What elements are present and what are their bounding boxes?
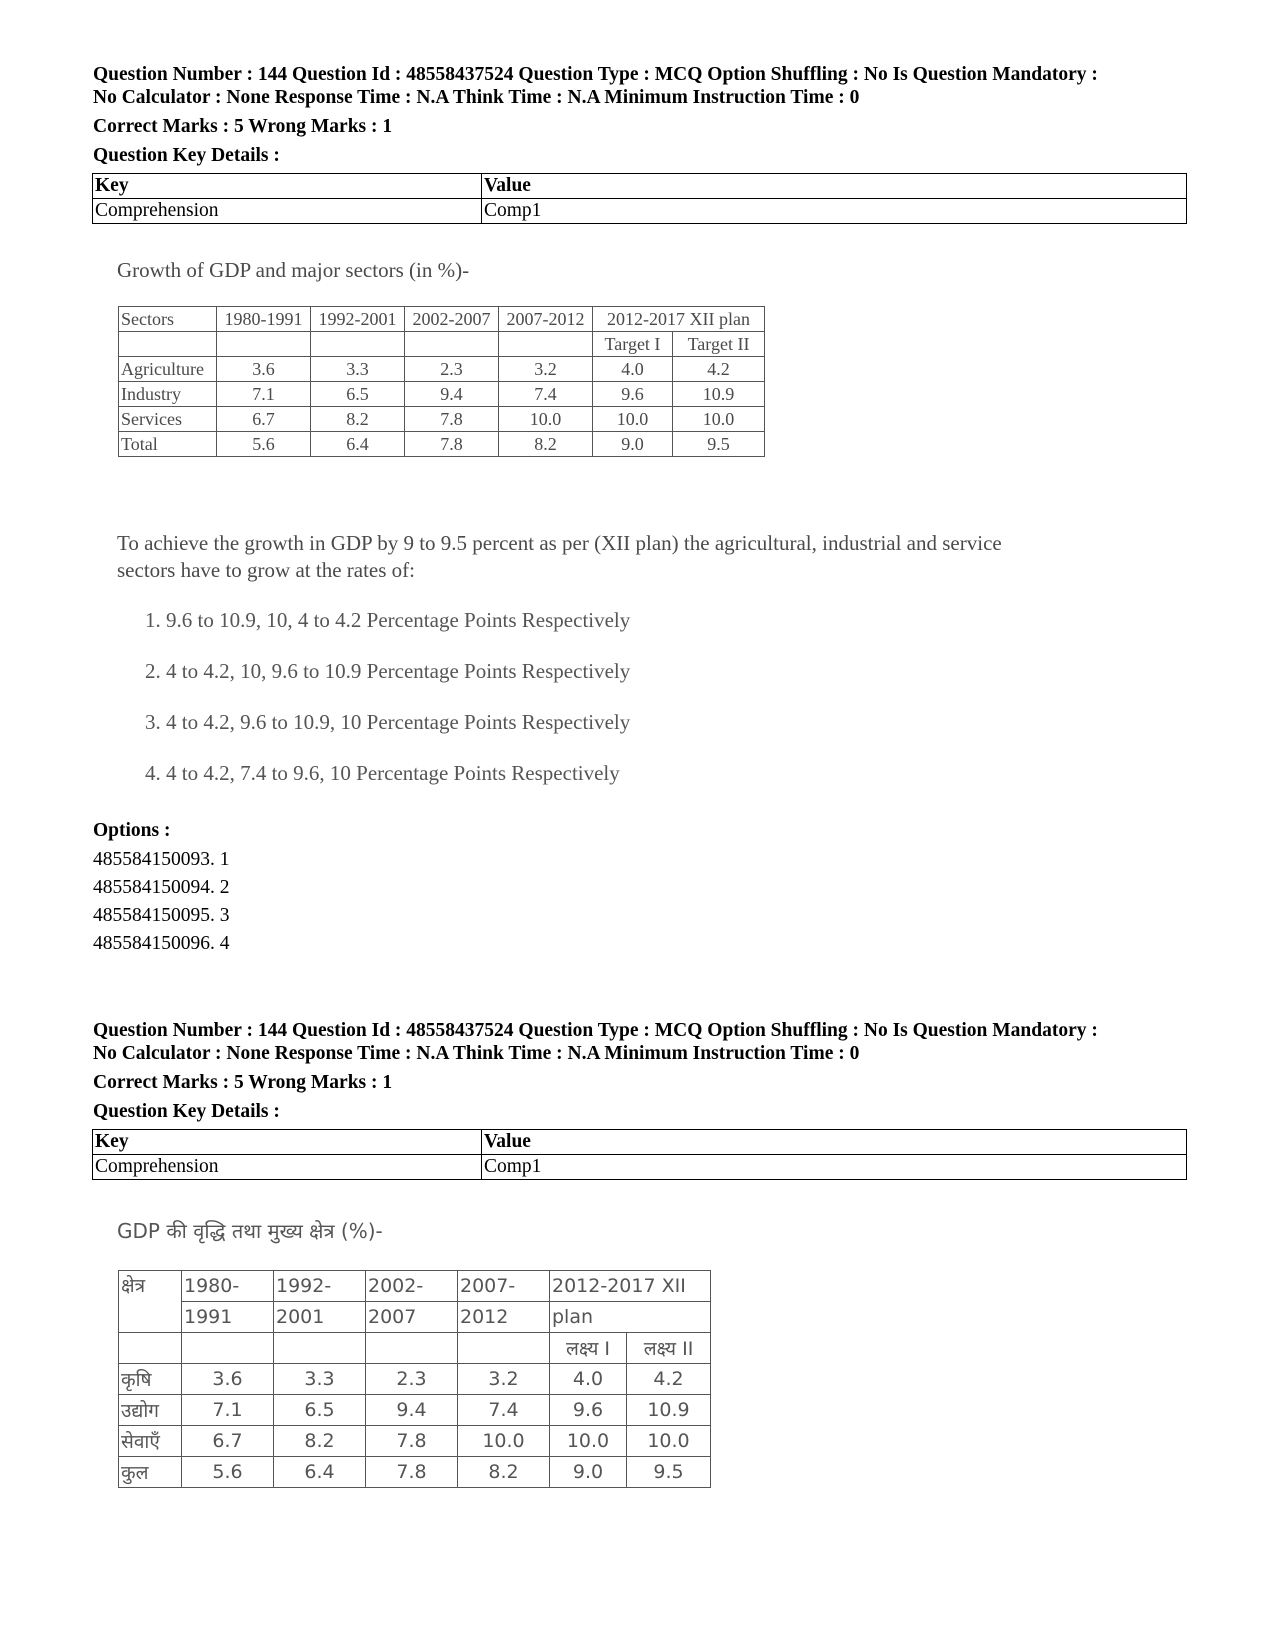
sectors-header: क्षेत्र	[119, 1271, 182, 1333]
gdp-growth-table	[118, 306, 765, 457]
growth-value-cell: 4.0	[550, 1364, 627, 1395]
growth-value-cell: 8.2	[499, 432, 593, 457]
growth-value-cell: 7.1	[217, 382, 311, 407]
answer-choice: 2. 4 to 4.2, 10, 9.6 to 10.9 Percentage Points Respectively	[145, 659, 631, 683]
period-header: 1992-	[274, 1271, 366, 1302]
sector-name-cell: कुल	[119, 1457, 182, 1488]
growth-value-cell: 9.0	[593, 432, 673, 457]
period-header: 1980-1991	[217, 307, 311, 332]
period-header: 2007-	[458, 1271, 550, 1302]
table-row	[119, 1395, 711, 1426]
target-header: Target I	[593, 332, 673, 357]
options-label: Options :	[93, 820, 171, 841]
target-header: लक्ष्य II	[627, 1333, 711, 1364]
growth-value-cell: 7.4	[458, 1395, 550, 1426]
image-heading: Growth of GDP and major sectors (in %)-	[117, 258, 470, 282]
period-header: 1980-	[182, 1271, 274, 1302]
growth-value-cell: 9.0	[550, 1457, 627, 1488]
growth-value-cell: 3.2	[458, 1364, 550, 1395]
value-cell: Comp1	[482, 1155, 1187, 1180]
key-cell: Comprehension	[93, 1155, 482, 1180]
plan-period-header: 2012-2017 XII plan	[593, 307, 765, 332]
growth-value-cell: 10.0	[499, 407, 593, 432]
growth-value-cell: 10.0	[627, 1426, 711, 1457]
growth-value-cell: 2.3	[366, 1364, 458, 1395]
growth-value-cell: 4.2	[627, 1364, 711, 1395]
table-row	[119, 1426, 711, 1457]
period-header: 2002-	[366, 1271, 458, 1302]
growth-value-cell: 7.8	[366, 1457, 458, 1488]
sector-name-cell: Services	[119, 407, 217, 432]
option-item: 485584150095. 3	[93, 905, 230, 926]
growth-value-cell: 8.2	[311, 407, 405, 432]
growth-value-cell: 4.2	[673, 357, 765, 382]
growth-value-cell: 3.6	[182, 1364, 274, 1395]
value-column-header: Value	[482, 174, 1187, 199]
growth-value-cell: 3.6	[217, 357, 311, 382]
growth-value-cell: 10.0	[593, 407, 673, 432]
sectors-header: Sectors	[119, 307, 217, 332]
growth-value-cell: 6.5	[274, 1395, 366, 1426]
growth-value-cell: 10.0	[550, 1426, 627, 1457]
key-column-header: Key	[93, 174, 482, 199]
value-cell: Comp1	[482, 199, 1187, 224]
growth-value-cell: 5.6	[217, 432, 311, 457]
sector-name-cell: सेवाएँ	[119, 1426, 182, 1457]
plan-period-header-line2: plan	[550, 1302, 711, 1333]
growth-value-cell: 9.5	[627, 1457, 711, 1488]
table-row	[119, 432, 765, 457]
question-stem-line1: To achieve the growth in GDP by 9 to 9.5 percent as per (XII plan) the agricultural, industrial and service	[117, 531, 1002, 555]
sector-name-cell: कृषि	[119, 1364, 182, 1395]
growth-value-cell: 6.5	[311, 382, 405, 407]
answer-choice: 4. 4 to 4.2, 7.4 to 9.6, 10 Percentage Points Respectively	[145, 761, 620, 785]
question-header-line2: No Calculator : None Response Time : N.A Think Time : N.A Minimum Instruction Time : 0	[93, 87, 860, 108]
growth-value-cell: 8.2	[458, 1457, 550, 1488]
period-header-line2: 1991	[182, 1302, 274, 1333]
period-header-line2: 2007	[366, 1302, 458, 1333]
key-details-label: Question Key Details :	[93, 1101, 280, 1122]
growth-value-cell: 8.2	[274, 1426, 366, 1457]
option-item: 485584150093. 1	[93, 849, 230, 870]
gdp-growth-table-hindi	[118, 1270, 711, 1488]
plan-period-header: 2012-2017 XII	[550, 1271, 711, 1302]
growth-value-cell: 10.9	[627, 1395, 711, 1426]
growth-value-cell: 9.6	[550, 1395, 627, 1426]
table-row	[119, 1364, 711, 1395]
period-header: 1992-2001	[311, 307, 405, 332]
answer-choice: 1. 9.6 to 10.9, 10, 4 to 4.2 Percentage Points Respectively	[145, 608, 631, 632]
growth-value-cell: 7.8	[366, 1426, 458, 1457]
growth-value-cell: 4.0	[593, 357, 673, 382]
key-details-table	[92, 1129, 1187, 1180]
table-row	[119, 1457, 711, 1488]
growth-value-cell: 10.0	[458, 1426, 550, 1457]
period-header-line2: 2001	[274, 1302, 366, 1333]
growth-value-cell: 9.4	[366, 1395, 458, 1426]
key-column-header: Key	[93, 1130, 482, 1155]
growth-value-cell: 2.3	[405, 357, 499, 382]
growth-value-cell: 9.6	[593, 382, 673, 407]
growth-value-cell: 6.7	[182, 1426, 274, 1457]
growth-value-cell: 7.4	[499, 382, 593, 407]
growth-value-cell: 3.3	[274, 1364, 366, 1395]
key-cell: Comprehension	[93, 199, 482, 224]
key-details-table	[92, 173, 1187, 224]
growth-value-cell: 5.6	[182, 1457, 274, 1488]
option-item: 485584150096. 4	[93, 933, 230, 954]
table-row	[119, 357, 765, 382]
sector-name-cell: Industry	[119, 382, 217, 407]
growth-value-cell: 9.5	[673, 432, 765, 457]
table-row	[119, 382, 765, 407]
period-header: 2007-2012	[499, 307, 593, 332]
period-header-line2: 2012	[458, 1302, 550, 1333]
marks-line: Correct Marks : 5 Wrong Marks : 1	[93, 1072, 393, 1093]
period-header: 2002-2007	[405, 307, 499, 332]
question-stem-line2: sectors have to grow at the rates of:	[117, 558, 415, 582]
table-row	[119, 407, 765, 432]
value-column-header: Value	[482, 1130, 1187, 1155]
sector-name-cell: Total	[119, 432, 217, 457]
growth-value-cell: 7.8	[405, 432, 499, 457]
growth-value-cell: 6.7	[217, 407, 311, 432]
target-header: Target II	[673, 332, 765, 357]
question-header-line1: Question Number : 144 Question Id : 48558437524 Question Type : MCQ Option Shuffling : No Is Question Mandatory :	[93, 1020, 1098, 1041]
target-header: लक्ष्य I	[550, 1333, 627, 1364]
answer-choice: 3. 4 to 4.2, 9.6 to 10.9, 10 Percentage Points Respectively	[145, 710, 631, 734]
marks-line: Correct Marks : 5 Wrong Marks : 1	[93, 116, 393, 137]
growth-value-cell: 6.4	[274, 1457, 366, 1488]
growth-value-cell: 7.1	[182, 1395, 274, 1426]
option-item: 485584150094. 2	[93, 877, 230, 898]
growth-value-cell: 3.3	[311, 357, 405, 382]
sector-name-cell: उद्योग	[119, 1395, 182, 1426]
sector-name-cell: Agriculture	[119, 357, 217, 382]
growth-value-cell: 6.4	[311, 432, 405, 457]
growth-value-cell: 10.9	[673, 382, 765, 407]
question-header-line1: Question Number : 144 Question Id : 48558437524 Question Type : MCQ Option Shuffling : No Is Question Mandatory :	[93, 64, 1098, 85]
growth-value-cell: 3.2	[499, 357, 593, 382]
image-heading: GDP की वृद्धि तथा मुख्य क्षेत्र (%)-	[117, 1219, 383, 1243]
growth-value-cell: 7.8	[405, 407, 499, 432]
question-header-line2: No Calculator : None Response Time : N.A Think Time : N.A Minimum Instruction Time : 0	[93, 1043, 860, 1064]
key-details-label: Question Key Details :	[93, 145, 280, 166]
growth-value-cell: 10.0	[673, 407, 765, 432]
growth-value-cell: 9.4	[405, 382, 499, 407]
